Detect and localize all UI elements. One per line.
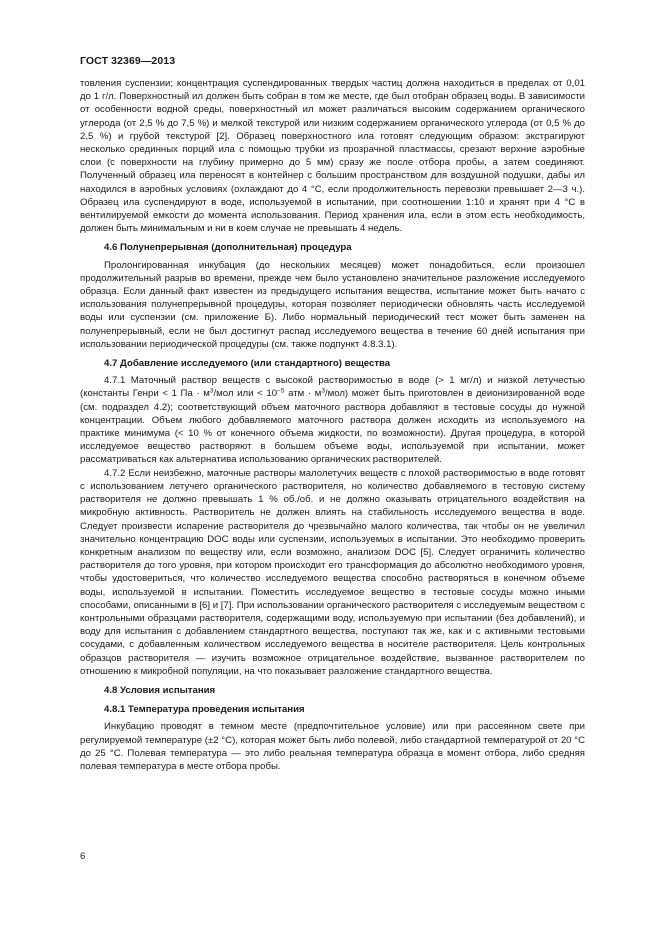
text-run: атм · м: [284, 388, 322, 400]
section-heading-4-8-1: 4.8.1 Температура проведения испытания: [104, 704, 305, 716]
document-body: [80, 77, 585, 773]
paragraph-sludge-prep: товления суспензии; концентрация суспендированных твердых частиц должна находиться в пределах от 0,01 до 1 г/л. Поверхностный ил должен быть собран в том же месте, где был отобран образец воды. В зависимости от особенности водной среды, поверхностный ил может различаться высоким содержанием органического углерода (от 2,5 % до 7,5 %) и мелкой текстурой или низким содержанием органического углерода (от 0,5 % до 2,5 %) и грубой текстурой [2]. Образец поверхностного ила готовят следующим образом: экстрагируют несколько срединных порций ила с помощью трубки из прозрачной пластмассы, срезают верхние аэробные слои (с поверхности на глубину примерно до 5 мм) сразу же после отбора пробы, а затем соединяют. Полученный образец ила переносят в контейнер с большим пространством для воздушной подушки, дабы ил находился в аэробных условиях (охлаждают до 4 °С, если продолжительность перевозки превышает 2—3 ч.). Образец ила суспендируют в воде, используемой в испытании, при соотношении 1:10 и хранят при 4 °С в вентилируемой емкости до момента использования. Период хранения ила, если в этом есть необходимость, должен быть минимальным и ни в коем случае не превышать 4 недель.: [80, 78, 585, 235]
paragraph-4-7-1: [80, 374, 585, 466]
page-number: 6: [80, 851, 86, 862]
section-heading-4-8: 4.8 Условия испытания: [104, 684, 216, 696]
document-header: ГОСТ 32369—2013: [80, 55, 176, 67]
paragraph-4-8-1: Инкубацию проводят в темном месте (предпочтительное условие) или при рассеянном свете при регулируемой температуре (±2 °С), которая может быть либо полевой, либо стандартной температурой от 20 °С до 25 °С. Полевая температура — это либо реальная температура образца в момент отбора, либо средняя полевая температура в месте отбора пробы.: [80, 721, 585, 772]
text-run: 4.7.1 Маточный раствор веществ с высокой растворимостью в воде (> 1 мг/л) и низкой летучестью (константы Генри < 1 Па · м: [80, 375, 585, 400]
section-heading-4-6: 4.6 Полунепрерывная (дополнительная) процедура: [104, 242, 352, 254]
paragraph-4-7-2: 4.7.2 Если неизбежно, маточные растворы малолетучих веществ с плохой растворимостью в воде готовят с использованием летучего органического растворителя, но количество добавляемого в тестовую систему растворителя не должно превышать 1 % об./об. и не должно оказывать отрицательного воздействия на микробную активность. Растворитель не должен влиять на стабильность исследуемого вещества в воде. Следует произвести испарение растворителя до чрезвычайно малого количества, так чтобы он не увеличил значительно концентрацию DOC воды или суспензии, используемых в испытании. Это необходимо проверить конкретным анализом по веществу или, если возможно, анализом DOC [5]. Следует ограничить количество растворителя до того уровня, при котором происходит его трансформация до абсолютно необходимого уровня, чтобы удостовериться, что количество исследуемого вещества способно растворяться в конечном объеме воды, используемой в испытании. Поместить исследуемое вещество в тестовые сосуды можно иными способами, описанными в [6] и [7]. При использовании органического растворителя с исследуемым веществом с контрольными образцами растворителя, содержащими воду, используемую при испытании (без добавлений), и воду для испытания с добавлением стандартного вещества, поступают так же, как и с активными тестовыми сосудами, с добавленным количеством исследуемого вещества в носителе растворителя. Цель контрольных образцов растворителя — изучить возможное отрицательное воздействие, вызванное растворителем по отношению к микробной популяции, на что показывает разложение стандартного вещества.: [80, 467, 585, 677]
text-run: /мол или < 10: [213, 388, 278, 400]
superscript: 3: [209, 387, 214, 395]
paragraph-4-6: Пролонгированная инкубация (до нескольких месяцев) может понадобиться, если произошел продолжительный разрыв во времени, прежде чем было установлено значительное разложение исследуемого образца. Если данный факт известен из предыдущего испытания вещества, испытание может быть начато с использования полунепрерывной процедуры, которая позволяет периодически обновлять часть исследуемой воды или суспензии (см. приложение Б). Либо нормальный периодический тест может быть заменен на полунепрерывный, если не был достигнут распад исследуемого вещества в течение 60 дней испытания при использовании периодической процедуры (см. также подпункт 4.8.3.1).: [80, 259, 585, 350]
superscript: −5: [277, 387, 285, 395]
superscript: 3: [321, 387, 325, 395]
section-heading-4-7: 4.7 Добавление исследуемого (или стандартного) вещества: [104, 358, 391, 370]
text-run: /мол) может быть приготовлен в деионизированной воде (см. подраздел 4.2); соответствующий объем маточного раствора добавляют в тестовые сосуды до нужной концентрации. Объем любого добавляемого маточного раствора должен исходить из используемого на практике минимума (< 10 % от конечного объема жидкости, по возможности). Другая процедура, в которой исследуемое вещество растворяют в большем объеме воды, используемой при испытании, может рассматриваться как альтернатива использованию органических растворителей.: [80, 388, 585, 466]
